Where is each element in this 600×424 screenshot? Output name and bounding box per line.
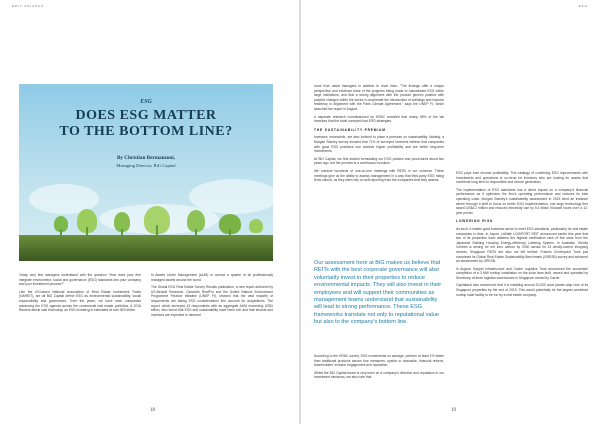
hero-title-line2: TO THE BOTTOM LINE? [59,124,233,139]
paragraph: A separate research commissioned by HSBC revealed that nearly 55% of the lab investors that the bank surveyed had ESG strategies. [314,114,444,124]
pull-quote: Our assessment here at BiG makes us believe that REITs with the best corporate governance will also voluntarily invest in their properties to reduce environmental impacts. They will also invest in their employees and will support their communities as management teams understand that sustainability will lead to strong performance. These ESG frameworks translate not only to reputational value but also to the company's bottom line. [314,260,442,326]
paragraph: Whilst the BiG Capital board is very keen on a company's direction and reputation in our investment decisions, we also note that [314,370,444,380]
paragraph: The implementation of ESG standards has a direct impact on a company's financial performance as it optimizes the firm's operating performance and reduces its total operating costs. Morgan Stanley's sustainability assessment in 2015 cited an instance where through a shift to focus on better ESG implementation, one large technology firm saved US$4.2 million and reduced electricity use by 5.4 billion Kilowatt hours over a 12-year period. [456,187,588,215]
paragraph: We conduct hundreds of one-on-one meetings with REITs in our universe. These meetings give us the ability to assess management in a way that third-party ESG rating firms cannot, as they often rely on self-reporting from the companies that they assess. [314,168,444,183]
left-column-1 [19,273,141,316]
right-column-top [314,84,444,186]
paragraph: Like the US-based National Association of Real Estate Investment Trusts (NAREIT), are all BiG Capital define ESG as environmental sustainability, social responsibility and governance. Over the years, we have seen companies advancing the ESG agenda across the commercial real estate portfolios. A 2016 Reuters article said that today, an ESG investing is estimated at over $20 trillion [19,289,141,313]
paragraph: As such, it makes good business sense to meet ESG standards, particularly for real estate companies in Asia. In Japan, LaSalle LOGIPORT REIT announced earlier this year that two of its properties have attained the highest certification rank of five stars from the Japanese Building Housing Energy-efficiency Labeling System. In Australia, Vicinity Centres is aiming for net zero carbon by 2030 across its 24 wholly-owned shopping centres. Singapore REITs are also not left behind: Frasers Centrepoint Trust just completed its Global Real Estate Sustainability Benchmark (GRESB) survey and achieved an assessment by GRESB. [456,226,588,264]
paragraph: At BiG Capital, we first started formulating our ESG policies and procedures about two years ago, but the process is a continuous evolution. [314,156,444,166]
paragraph: in Assets Under Management (AUM) or around a quarter of all professionally managed assets around the world. [151,273,273,282]
running-head-right: ESG [578,4,588,8]
right-page [301,0,600,424]
left-column-2 [151,273,273,320]
hero-title [19,108,273,140]
subhead-lowering-risk: LOWERING RISK [456,219,494,224]
hero-image [19,84,273,261]
soil-ground [19,235,273,261]
hero-author: By Christian Bermanzoni, [116,155,176,161]
hero-kicker: ESG [140,99,152,105]
paragraph: According to the HSBC survey, ESG investments on average, perform at least 1% better than traditional products across four measures: upside or downside, financial returns, shareholders' investor engagement and reputation. [314,354,444,368]
hero-role: Managing Director, BiG Capital [116,163,176,168]
page-number-left: 18 [150,408,155,413]
right-column-bottom [314,354,444,383]
paragraph: Capitaland also announced that it is installing around 20,000 solar panels atop nine of its Singapore properties by the end of 2019. This would potentially be the largest combined rooftop solar facility to be run by a real estate company. [456,283,588,297]
paragraph: ESG pays from income profitability. This strategy of combining ESG improvements with investments and operations is on-trend for investors who are looking for assets that contribute long-term to responsible and secure generation. [456,171,588,185]
subhead-sustainability-premium: THE SUSTAINABILITY PREMIUM [314,127,386,132]
paragraph: Investors, meanwhile, are also inclined to place a premium on sustainability. Notably, a Morgan Stanley survey showed that 71% of surveyed investors believe that companies with good ESG practices can achieve higher profitability and are better long-term investments. [314,135,444,154]
hero-title-line1: DOES ESG MATTER [75,108,217,123]
paragraph: more from asset managers in addition to short risks. "The findings offer a unique perspective and evidence base of the progress being made to mainstream ESG within large institutions, and that a strong alignment with the product generic positive with positive changes within the sector to accelerate the introduction of buildings and improve resiliency in alignment with the Paris Climate Agreement," says the UNEP FI, which launched the report in August. [314,84,444,111]
paragraph: In August, Keppel Infrastructure and Cache Logistics Trust announced the successful completion of a 3 MW rooftop installation on the solar farm built, owned and operated by Sembcorp at three logistics warehouses in Singapore owned by Cache. [456,266,588,280]
left-page [0,0,299,424]
page-number-right: 19 [451,408,456,413]
running-head-left: EDIT ASIAPAC [12,4,45,8]
right-column-2 [456,171,588,300]
paragraph: The Global ESG Real Estate Survey Results publication, a new report authored by US-Berault Research, Canada's RealPro and the United Nations Environment Programme Finance Initiative (UNEP FI), showed that the vast majority of respondents are taking ESG considerations into account for acquisitions. The report, which surveyed 43 respondents with an aggregate AUM exceeding US$1 billion, also found that ESG and sustainability have been rich and that tenants and investors are expected to demand [151,285,273,317]
paragraph: Today very few managers understand with the question "How does your firm integrate environment, social and governance (ESG) standards into your company and your investment process?" [19,273,141,287]
